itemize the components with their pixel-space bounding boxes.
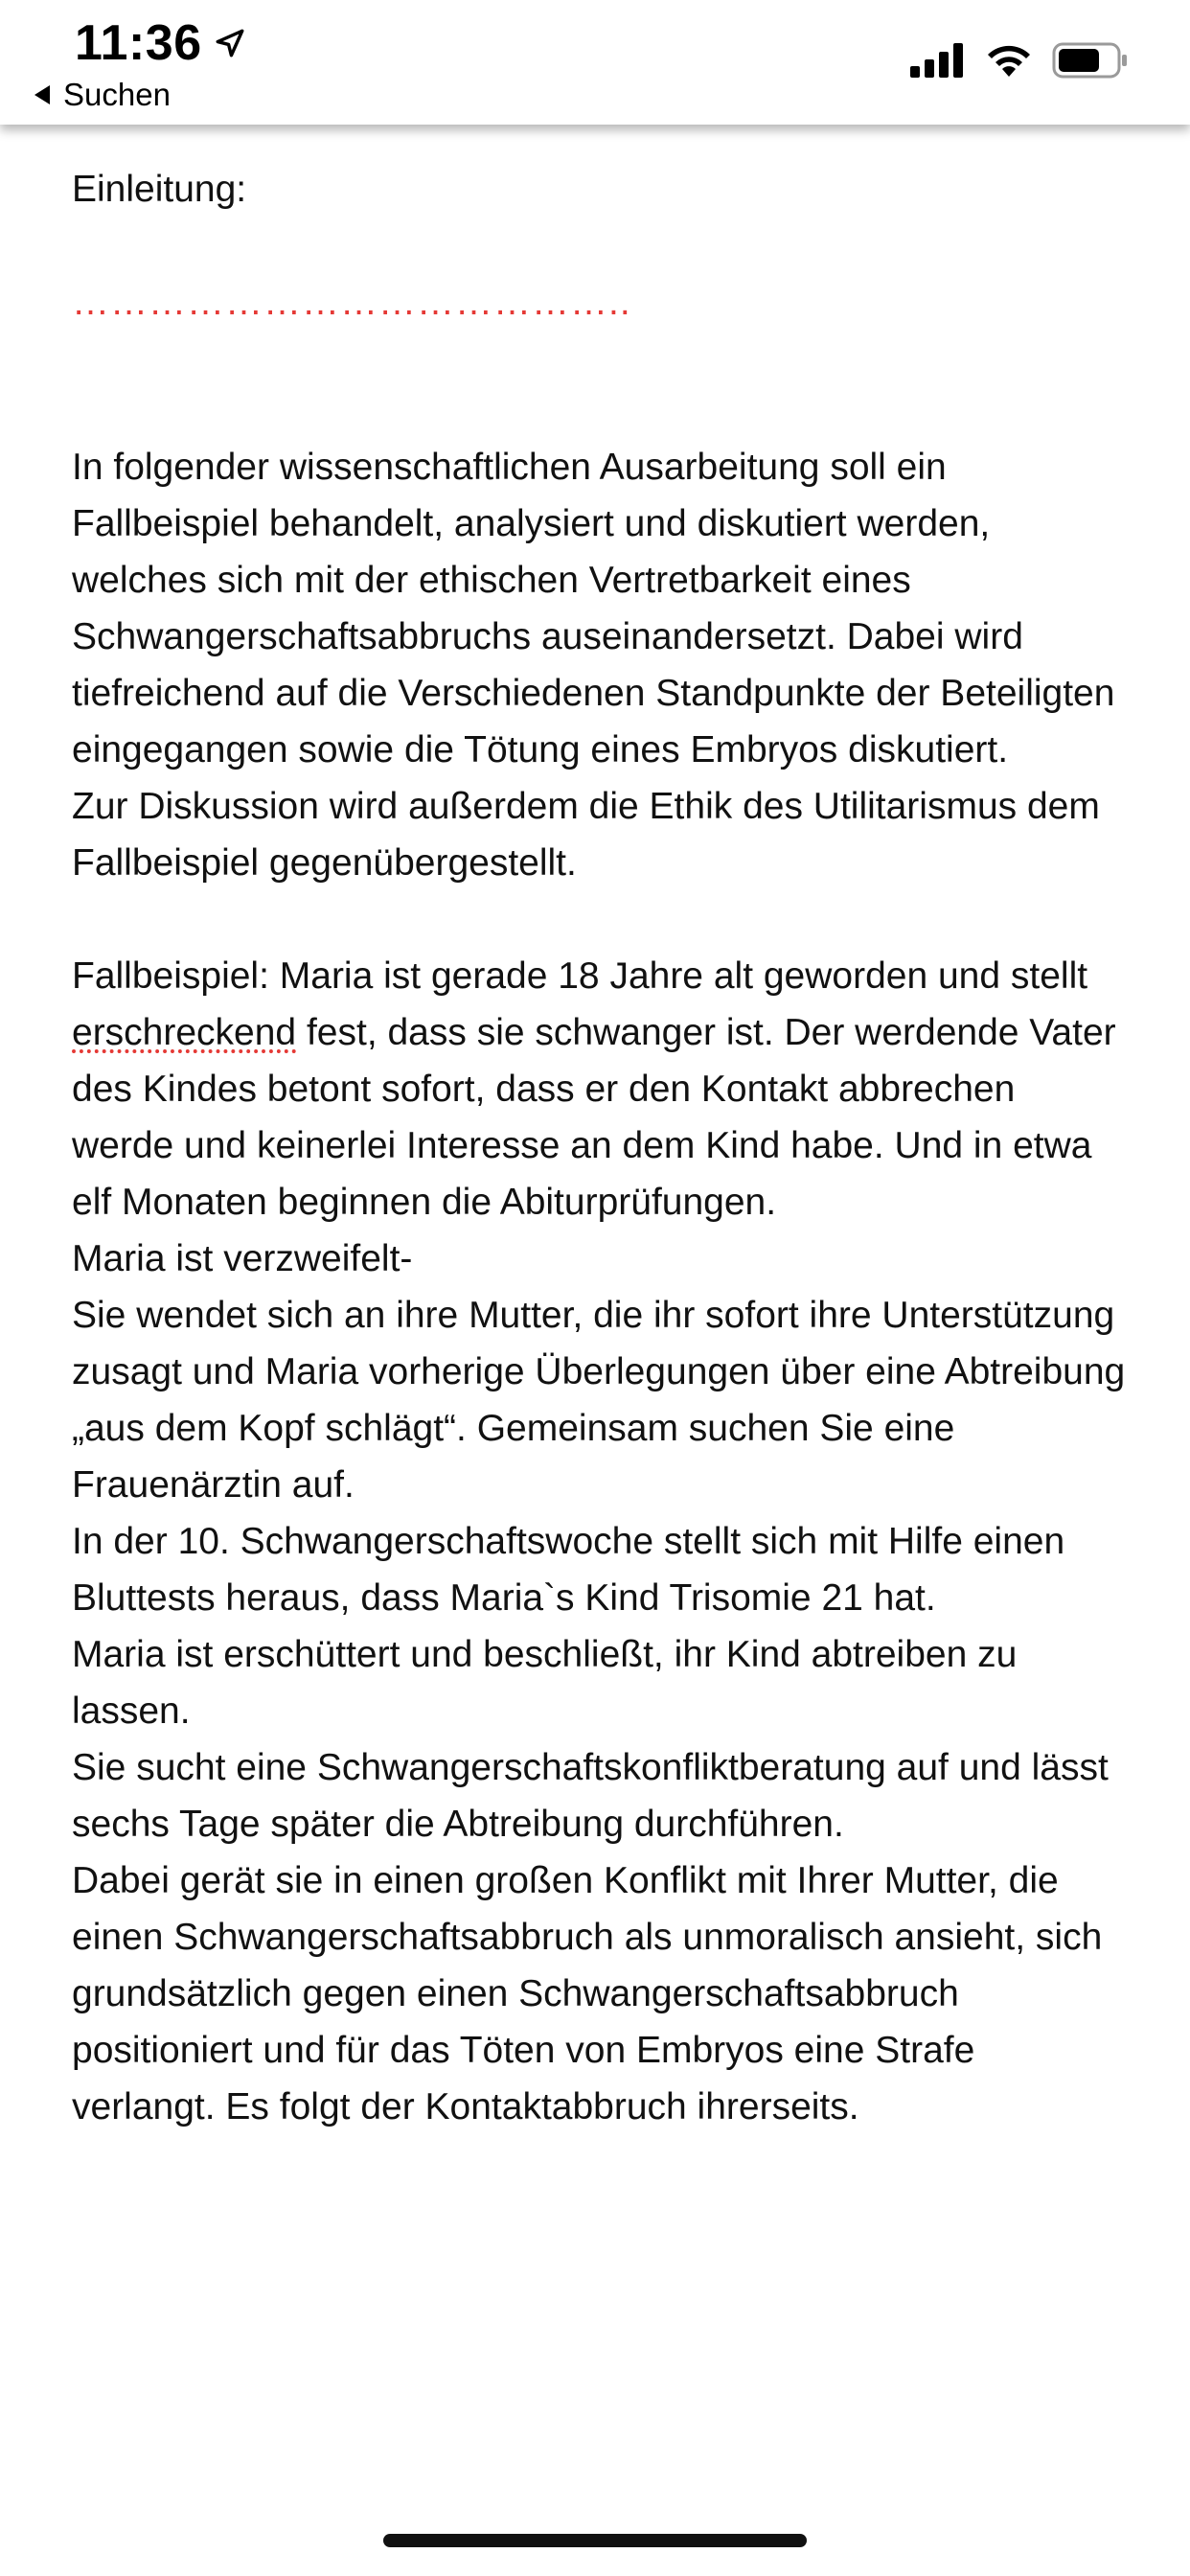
case-text-start: Fallbeispiel: Maria ist gerade 18 Jahre alt geworden und stellt — [72, 955, 1088, 997]
status-bar — [0, 0, 1190, 125]
document-body[interactable] — [72, 161, 1126, 2135]
location-arrow-icon — [214, 14, 246, 72]
back-to-search-button[interactable] — [34, 77, 171, 113]
battery-icon — [1052, 42, 1129, 83]
case-text-rest: fest, dass sie schwanger ist. Der werdende Vater des Kindes betont sofort, dass er den Kontakt abbrechen werde und keinerlei Interesse an dem Kind habe. Und in etwa elf Monaten beginnen die Abiturprüfungen. Maria ist verzweifelt- Sie wendet sich an ihre Mutter, die ihr sofort ihre Unterstützung zusagt und Maria vorherige Überlegungen über eine Abtreibung „aus dem Kopf schlägt“. Gemeinsam suchen Sie eine Frauenärztin auf. In der 10. Schwangerschaftswoche stellt sich mit Hilfe einen Bluttests heraus, dass Maria`s Kind Trisomie 21 hat. Maria ist erschüttert und beschließt, ihr Kind abtreiben zu lassen. Sie sucht eine Schwangerschaftskonfliktberatung auf und lässt sechs Tage später die Abtreibung durchführen. Dabei gerät sie in einen großen Konflikt mit Ihrer Mutter, die einen Schwangerschaftsabbruch als unmoralisch ansieht, sich grundsätzlich gegen einen Schwangerschaftsabbruch positioniert und für das Töten von Embryos eine Strafe verlangt. Es folgt der Kontaktabbruch ihrerseits. — [72, 1012, 1126, 2128]
wifi-icon — [985, 42, 1033, 83]
clock-text: 11:36 — [75, 15, 202, 71]
spellcheck-flagged-word[interactable]: erschreckend — [72, 1012, 297, 1053]
home-indicator[interactable] — [383, 2534, 807, 2547]
case-paragraph — [72, 948, 1126, 2135]
placeholder-dots: …………………………………….. — [72, 282, 631, 323]
back-triangle-icon — [34, 85, 50, 104]
status-icons — [910, 42, 1129, 83]
section-heading: Einleitung: — [72, 169, 247, 210]
cellular-signal-icon — [910, 43, 966, 82]
back-label: Suchen — [63, 77, 171, 112]
status-time — [75, 13, 246, 73]
intro-paragraph: In folgender wissenschaftlichen Ausarbeitung soll ein Fallbeispiel behandelt, analysiert und diskutiert werden, welches sich mit der ethischen Vertretbarkeit eines Schwangerschaftsabbruchs auseinandersetzt. Dabei wird tiefreichend auf die Verschiedenen Standpunkte der Beteiligten eingegangen sowie die Tötung eines Embryos diskutiert. Zur Diskussion wird außerdem die Ethik des Utilitarismus dem Fallbeispiel gegenübergestellt. — [72, 447, 1115, 884]
